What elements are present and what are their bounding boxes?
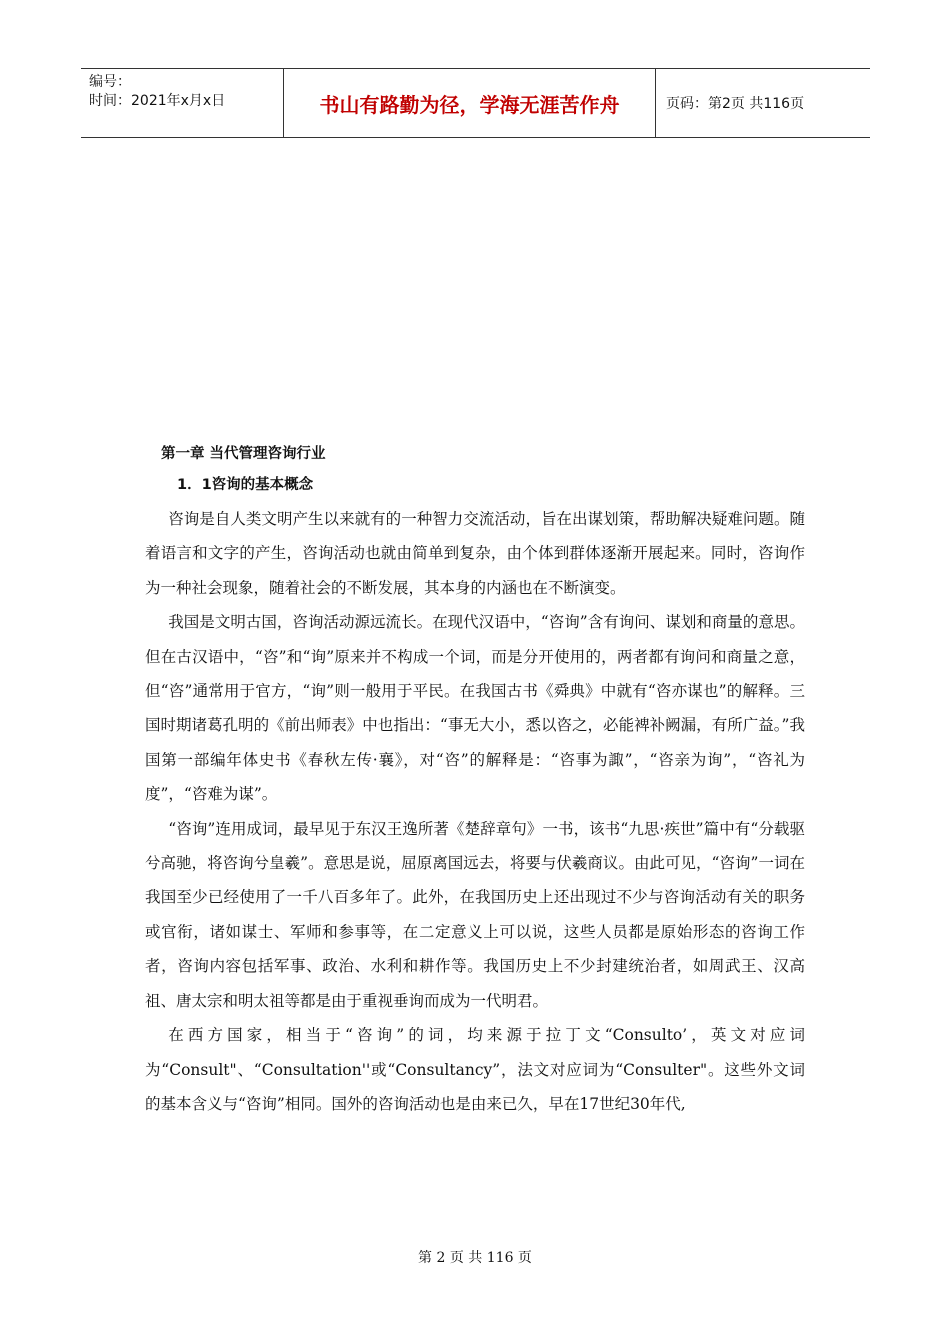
page-footer: 第 2 页 共 116 页	[418, 1250, 532, 1266]
paragraph: “咨询”连用成词，最早见于东汉王逸所著《楚辞章句》一书，该书“九思·疾世”篇中有“分载驱兮高驰，将咨询兮皇羲”。意思是说，屈原离国远去，将要与伏羲商议。由此可见，“咨询”一词在我国至少已经使用了一千八百多年了。此外，在我国历史上还出现过不少与咨询活动有关的职务或官衔，诸如谋士、军师和参事等，在二定意义上可以说，这些人员都是原始形态的咨询工作者，咨询内容包括军事、政治、水利和耕作等。我国历史上不少封建统治者，如周武王、汉高祖、唐太宗和明太祖等都是由于重视垂询而成为一代明君。	[145, 819, 805, 1010]
document-body	[145, 442, 805, 1121]
time-label: 时间：2021年x月x日	[89, 93, 226, 109]
paragraph: 我国是文明古国，咨询活动源远流长。在现代汉语中，“咨询”含有询问、谋划和商量的意思。但在古汉语中，“咨”和“询”原来并不构成一个词，而是分开使用的，两者都有询问和商量之意，但“咨”通常用于官方，“询”则一般用于平民。在我国古书《舜典》中就有“咨亦谋也”的解释。三国时期诸葛孔明的《前出师表》中也指出：“事无大小，悉以咨之，必能裨补阙漏，有所广益。”我国第一部编年体史书《春秋左传·襄》，对“咨”的解释是：“咨事为諏”，“咨亲为询”，“咨礼为度”，“咨难为谋”。	[145, 613, 805, 804]
paragraph: 咨询是自人类文明产生以来就有的一种智力交流活动，旨在出谋划策，帮助解决疑难问题。随着语言和文字的产生，咨询活动也就由简单到复杂，由个体到群体逐渐开展起来。同时，咨询作为一种社会现象，随着社会的不断发展，其本身的内涵也在不断演变。	[145, 510, 805, 597]
header-motto: 书山有路勤为径，学海无涯苦作舟	[283, 69, 656, 137]
header-info-cell	[81, 69, 283, 137]
header-page-info: 页码：第2页 共116页	[666, 96, 805, 112]
number-label: 编号：	[89, 74, 131, 90]
paragraph: 在西方国家，相当于“咨询”的词，均来源于拉丁文“Consulto’，英文对应词为“Consult"、“Consultation''或“Consultancy”，法文对应词为“Consulter"。这些外文词的基本含义与“咨询”相同。国外的咨询活动也是由来已久，早在17世纪30年代,	[145, 1026, 805, 1113]
section-title: 1．1咨询的基本概念	[177, 477, 314, 493]
chapter-title: 第一章 当代管理咨询行业	[161, 446, 326, 462]
page-header	[81, 68, 870, 138]
